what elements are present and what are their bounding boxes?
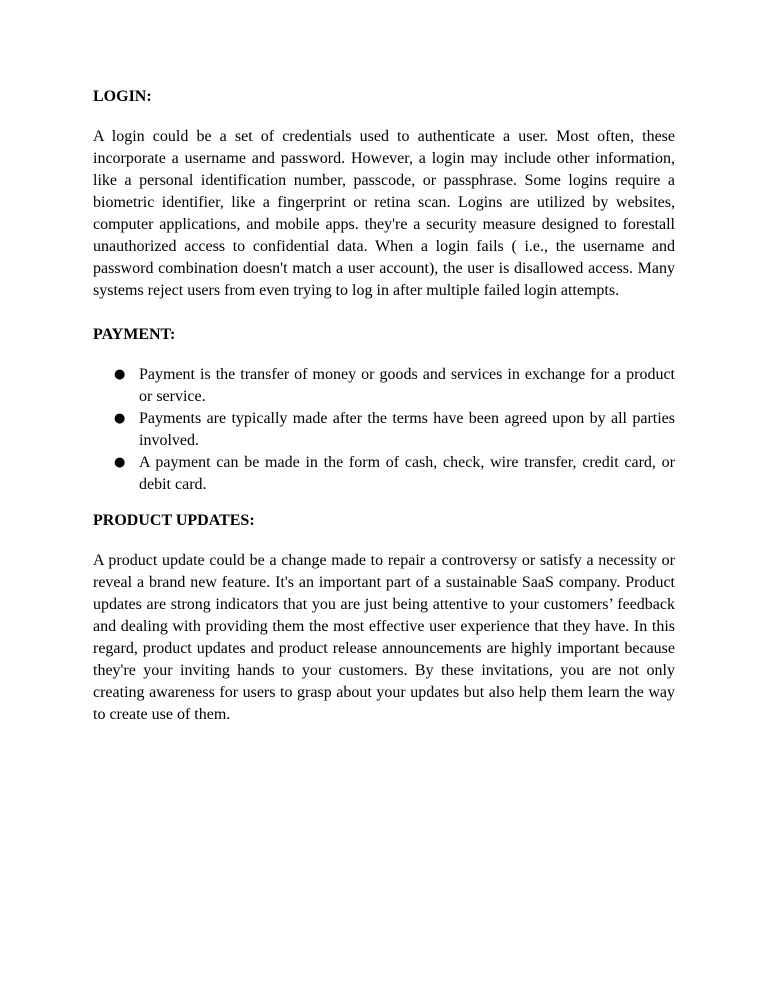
- bullet-icon: ●: [114, 455, 126, 470]
- payment-list: [93, 364, 675, 496]
- product-updates-heading: PRODUCT UPDATES:: [93, 512, 255, 529]
- list-item: [93, 408, 675, 452]
- product-updates-paragraph: A product update could be a change made to repair a controversy or satisfy a necessity or reveal a brand new feature. It's an important part of a sustainable SaaS company. Product updates are strong indicators that you are just being attentive to your customers’ feedback and dealing with providing them the most effective user experience that they have. In this regard, product updates and product release announcements are highly important because they're your inviting hands to your customers. By these invitations, you are not only creating awareness for users to grasp about your updates but also help them learn the way to create use of them.: [93, 552, 675, 723]
- bullet-icon: ●: [114, 411, 126, 426]
- login-paragraph: A login could be a set of credentials used to authenticate a user. Most often, these incorporate a username and password. However, a login may include other information, like a personal identification number, passcode, or passphrase. Some logins require a biometric identifier, like a fingerprint or retina scan. Logins are utilized by websites, computer applications, and mobile apps. they're a security measure designed to forestall unauthorized access to confidential data. When a login fails ( i.e., the username and password combination doesn't match a user account), the user is disallowed access. Many systems reject users from even trying to log in after multiple failed login attempts.: [93, 128, 675, 299]
- list-item-text: A payment can be made in the form of cash, check, wire transfer, credit card, or debit card.: [139, 454, 675, 493]
- list-item-text: Payment is the transfer of money or goods and services in exchange for a product or service.: [139, 366, 675, 405]
- list-item: [93, 364, 675, 408]
- document-page: [93, 86, 675, 726]
- payment-heading: PAYMENT:: [93, 326, 176, 343]
- login-heading: LOGIN:: [93, 88, 152, 105]
- list-item: [93, 452, 675, 496]
- bullet-icon: ●: [114, 367, 126, 382]
- list-item-text: Payments are typically made after the terms have been agreed upon by all parties involved.: [139, 410, 675, 449]
